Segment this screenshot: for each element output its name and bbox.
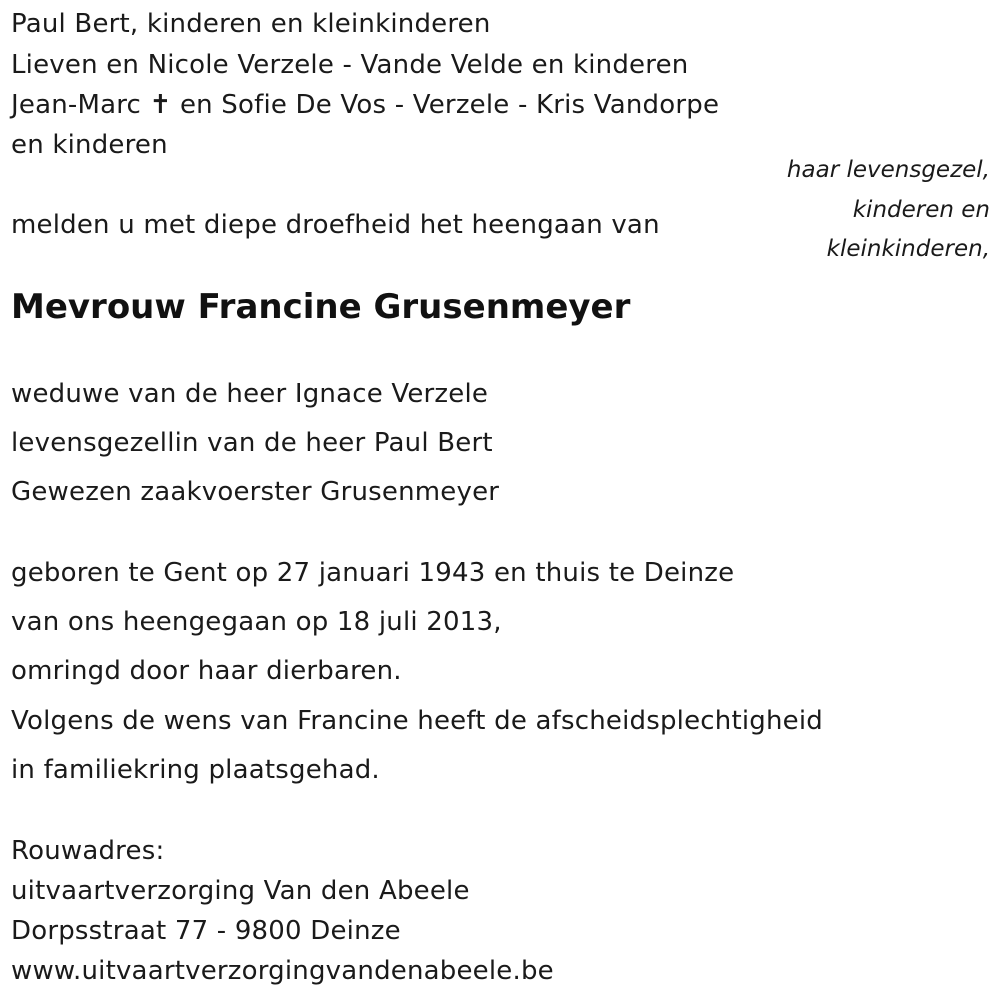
side-note-line-2: kinderen en (852, 197, 990, 223)
details-line-1: geboren te Gent op 27 januari 1943 en thuis te Deinze (11, 558, 735, 588)
address-website: www.uitvaartverzorgingvandenabeele.be (11, 956, 554, 986)
cross-icon: ✝ (149, 90, 172, 120)
relation-line-1: weduwe van de heer Ignace Verzele (11, 379, 489, 409)
details-line-5: in familiekring plaatsgehad. (11, 755, 380, 785)
announcer-line-4: en kinderen (11, 130, 168, 160)
deceased-name: Mevrouw Francine Grusenmeyer (11, 287, 631, 327)
details-line-3: omringd door haar dierbaren. (11, 656, 402, 686)
relation-line-2: levensgezellin van de heer Paul Bert (11, 428, 493, 458)
address-label: Rouwadres: (11, 836, 165, 866)
details-line-4: Volgens de wens van Francine heeft de afscheidsplechtigheid (11, 706, 823, 736)
announcer-line-1: Paul Bert, kinderen en kleinkinderen (11, 9, 491, 39)
relation-line-3: Gewezen zaakvoerster Grusenmeyer (11, 477, 500, 507)
announcer-line-3 (11, 90, 719, 120)
announcer-line-3-start: Jean-Marc (11, 90, 150, 120)
side-note-line-3: kleinkinderen, (826, 236, 990, 262)
address-company: uitvaartverzorging Van den Abeele (11, 876, 470, 906)
announcer-line-2: Lieven en Nicole Verzele - Vande Velde en kinderen (11, 50, 689, 80)
side-note-line-1: haar levensgezel, (786, 157, 990, 183)
address-street: Dorpsstraat 77 - 9800 Deinze (11, 916, 401, 946)
announcement-text: melden u met diepe droefheid het heengaan van (11, 210, 660, 240)
announcer-line-3-end: en Sofie De Vos - Verzele - Kris Vandorpe (171, 90, 720, 120)
details-line-2: van ons heengegaan op 18 juli 2013, (11, 607, 502, 637)
